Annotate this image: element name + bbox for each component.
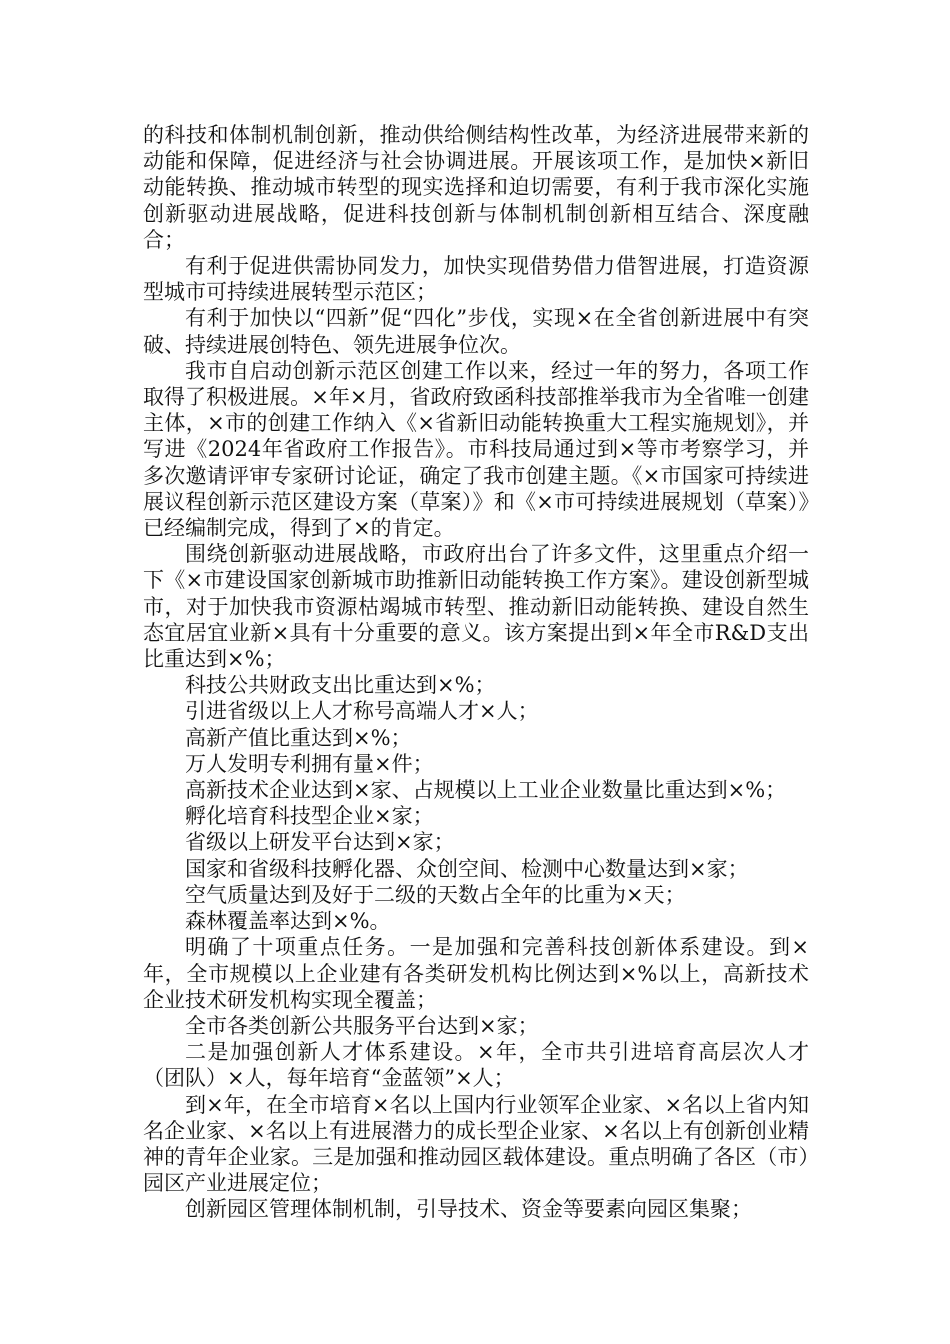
paragraph: 国家和省级科技孵化器、众创空间、检测中心数量达到×家；: [185, 856, 749, 881]
paragraph: 万人发明专利拥有量×件；: [185, 751, 434, 776]
paragraph: 明确了十项重点任务。一是加强和完善科技创新体系建设。到×年，全市规模以上企业建有各类研发机构比例达到×%以上，高新技术企业技术研发机构实现全覆盖；: [143, 935, 809, 1012]
paragraph: 空气质量达到及好于二级的天数占全年的比重为×天；: [185, 882, 686, 907]
paragraph: 创新园区管理体制机制，引导技术、资金等要素向园区集聚；: [185, 1197, 752, 1222]
paragraph: 科技公共财政支出比重达到×%；: [185, 673, 496, 698]
paragraph: 的科技和体制机制创新，推动供给侧结构性改革，为经济进展带来新的动能和保障，促进经济与社会协调进展。开展该项工作，是加快×新旧动能转换、推动城市转型的现实选择和迫切需要，有利于我市深化实施创新驱动进展战略，促进科技创新与体制机制创新相互结合、深度融合；: [143, 123, 809, 252]
paragraph: 高新产值比重达到×%；: [185, 725, 412, 750]
paragraph: 全市各类创新公共服务平台达到×家；: [185, 1013, 539, 1038]
paragraph: 引进省级以上人才称号高端人才×人；: [185, 699, 539, 724]
paragraph: 到×年，在全市培育×名以上国内行业领军企业家、×名以上省内知名企业家、×名以上有进展潜力的成长型企业家、×名以上有创新创业精神的青年企业家。三是加强和推动园区载体建设。重点明确了各区（市）园区产业进展定位；: [143, 1092, 809, 1196]
document-body: [143, 122, 809, 1223]
paragraph: 有利于加快以“四新”促“四化”步伐，实现×在全省创新进展中有突破、持续进展创特色、领先进展争位次。: [143, 306, 809, 357]
paragraph: 有利于促进供需协同发力，加快实现借势借力借智进展，打造资源型城市可持续进展转型示范区；: [143, 254, 809, 305]
paragraph: 围绕创新驱动进展战略，市政府出台了许多文件，这里重点介绍一下《×市建设国家创新城市助推新旧动能转换工作方案》。建设创新型城市，对于加快我市资源枯竭城市转型、推动新旧动能转换、建设自然生态宜居宜业新×具有十分重要的意义。该方案提出到×年全市R&D支出比重达到×%；: [143, 542, 809, 672]
paragraph: 森林覆盖率达到×%。: [185, 909, 391, 934]
paragraph: 孵化培育科技型企业×家；: [185, 804, 434, 829]
paragraph: 我市自启动创新示范区创建工作以来，经过一年的努力，各项工作取得了积极进展。×年×月，省政府致函科技部推举我市为全省唯一创建主体，×市的创建工作纳入《×省新旧动能转换重大工程实施规划》，并写进《2024年省政府工作报告》。市科技局通过到×等市考察学习，并多次邀请评审专家研讨论证，确定了我市创建主题。《×市国家可持续进展议程创新示范区建设方案（草案）》和《×市可持续进展规划（草案）》已经编制完成，得到了×的肯定。: [143, 358, 809, 541]
paragraph: 高新技术企业达到×家、占规模以上工业企业数量比重达到×%；: [185, 778, 787, 803]
paragraph: 二是加强创新人才体系建设。×年，全市共引进培育高层次人才（团队）×人，每年培育“金蓝领”×人；: [143, 1040, 809, 1091]
paragraph: 省级以上研发平台达到×家；: [185, 830, 455, 855]
